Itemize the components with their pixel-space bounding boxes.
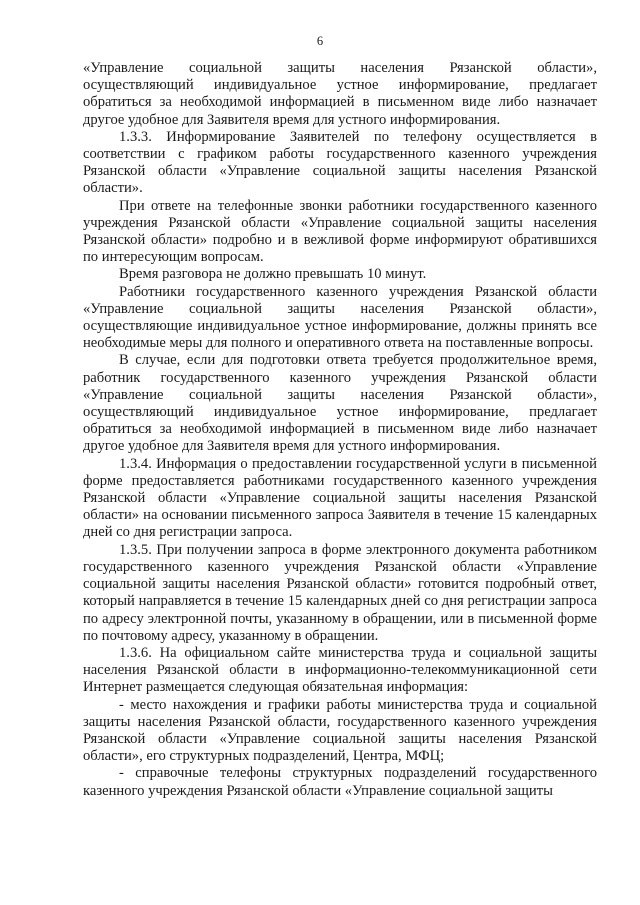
paragraph-1-3-3: 1.3.3. Информирование Заявителей по телефону осуществляется в соответствии с графиком работы государственного казенного учреждения Рязанской области «Управление социальной защиты населения Рязанской области». [83, 128, 597, 197]
list-item-location: - место нахождения и графики работы министерства труда и социальной защиты населения Рязанской области, государственного казенного учреждения Рязанской области «Управление социальной защиты населения Рязанской области», его структурных подразделений, Центра, МФЦ; [83, 696, 597, 765]
document-body [83, 60, 597, 800]
paragraph-workers-measures: Работники государственного казенного учреждения Рязанской области «Управление социальной защиты населения Рязанской области», осуществляющие индивидуальное устное информирование, должны принять все необходимые меры для полного и оперативного ответа на поставленные вопросы. [83, 283, 597, 352]
paragraph-1-3-5: 1.3.5. При получении запроса в форме электронного документа работником государственного казенного учреждения Рязанской области «Управление социальной защиты населения Рязанской области» готовится подробный ответ, который направляется в течение 15 календарных дней со дня регистрации запроса по адресу электронной почты, указанному в обращении, или в письменной форме по почтовому адресу, указанному в обращении. [83, 541, 597, 644]
paragraph-1-3-4: 1.3.4. Информация о предоставлении государственной услуги в письменной форме предоставляется работниками государственного казенного учреждения Рязанской области «Управление социальной защиты населения Рязанской области» на основании письменного запроса Заявителя в течение 15 календарных дней со дня регистрации запроса. [83, 455, 597, 541]
paragraph-long-preparation: В случае, если для подготовки ответа требуется продолжительное время, работник государственного казенного учреждения Рязанской области «Управление социальной защиты населения Рязанской области», осуществляющий индивидуальное устное информирование, предлагает обратиться за необходимой информацией в письменном виде либо назначает другое удобное для Заявителя время для устного информирования. [83, 352, 597, 455]
paragraph-phone-answer: При ответе на телефонные звонки работники государственного казенного учреждения Рязанской области «Управление социальной защиты населения Рязанской области» подробно и в вежливой форме информируют обратившихся по интересующим вопросам. [83, 197, 597, 266]
list-item-phones: - справочные телефоны структурных подразделений государственного казенного учреждения Рязанской области «Управление социальной защиты [83, 765, 597, 799]
paragraph-call-duration: Время разговора не должно превышать 10 минут. [119, 266, 427, 283]
paragraph-continuation: «Управление социальной защиты населения Рязанской области», осуществляющий индивидуальное устное информирование, предлагает обратиться за необходимой информацией в письменном виде либо назначает другое удобное для Заявителя время для устного информирования. [83, 60, 597, 128]
paragraph-1-3-6: 1.3.6. На официальном сайте министерства труда и социальной защиты населения Рязанской области в информационно-телекоммуникационной сети Интернет размещается следующая обязательная информация: [83, 644, 597, 696]
page-number: 6 [316, 34, 324, 48]
